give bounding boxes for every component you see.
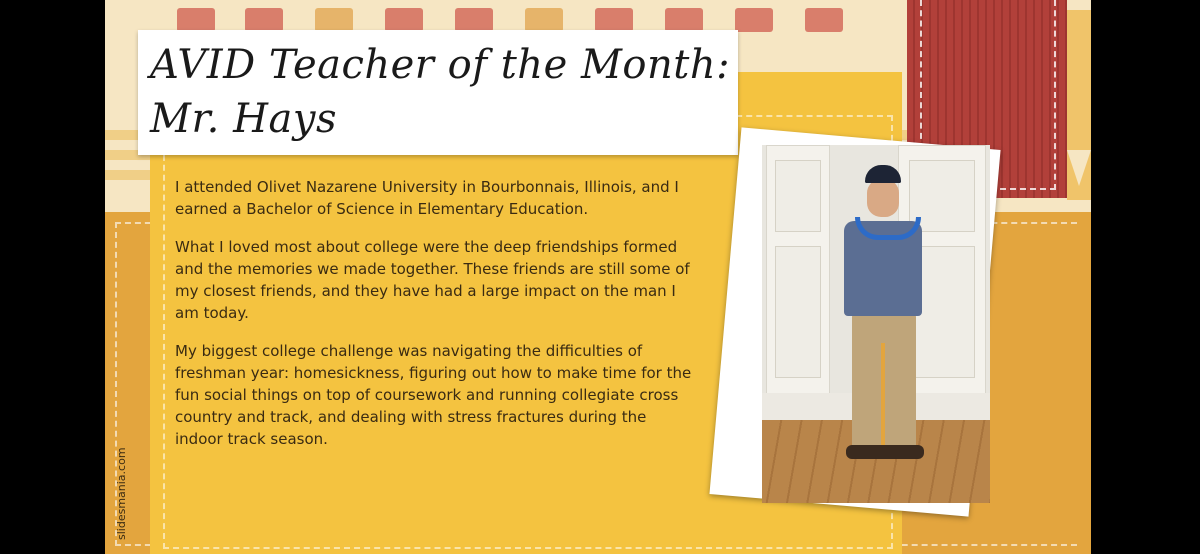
title-line-1: AVID Teacher of the Month: [150, 42, 731, 88]
pencil-tile [595, 8, 633, 32]
paragraph-education: I attended Olivet Nazarene University in Bourbonnais, Illinois, and I earned a Bachelor of Science in Elementary Education. [175, 178, 679, 218]
person-legs [852, 313, 916, 449]
pencil-tile [245, 8, 283, 32]
title-card [138, 30, 738, 155]
pencil-tile [385, 8, 423, 32]
title-line-2: Mr. Hays [150, 96, 337, 142]
pencil-tile [805, 8, 843, 32]
person-shoes [846, 445, 924, 459]
paragraph-challenge: My biggest college challenge was navigating the difficulties of freshman year: homesickness, figuring out how to make time for the fun social things on top of coursework and running collegiate cross country and track, and dealing with stress fractures during the indoor track season. [175, 342, 692, 448]
slide-canvas [105, 0, 1091, 554]
person-head [867, 179, 899, 217]
paragraph-friendships: What I loved most about college were the deep friendships formed and the memories we made together. These friends are still some of my closest friends, and they have had a large impact on the man I am today. [175, 238, 690, 322]
pencil-tile [455, 8, 493, 32]
watermark: slidesmania.com [115, 447, 128, 540]
door-left [766, 145, 830, 395]
pencil-tile [735, 8, 773, 32]
pencil-tile [525, 8, 563, 32]
pencil-tile [665, 8, 703, 32]
cap-icon [865, 165, 901, 183]
slide-title [150, 38, 740, 146]
pencil-tip [1067, 150, 1091, 186]
teacher-photo [762, 145, 990, 503]
pencil-tile [177, 8, 215, 32]
body-copy [175, 176, 695, 466]
pencil-tile [315, 8, 353, 32]
